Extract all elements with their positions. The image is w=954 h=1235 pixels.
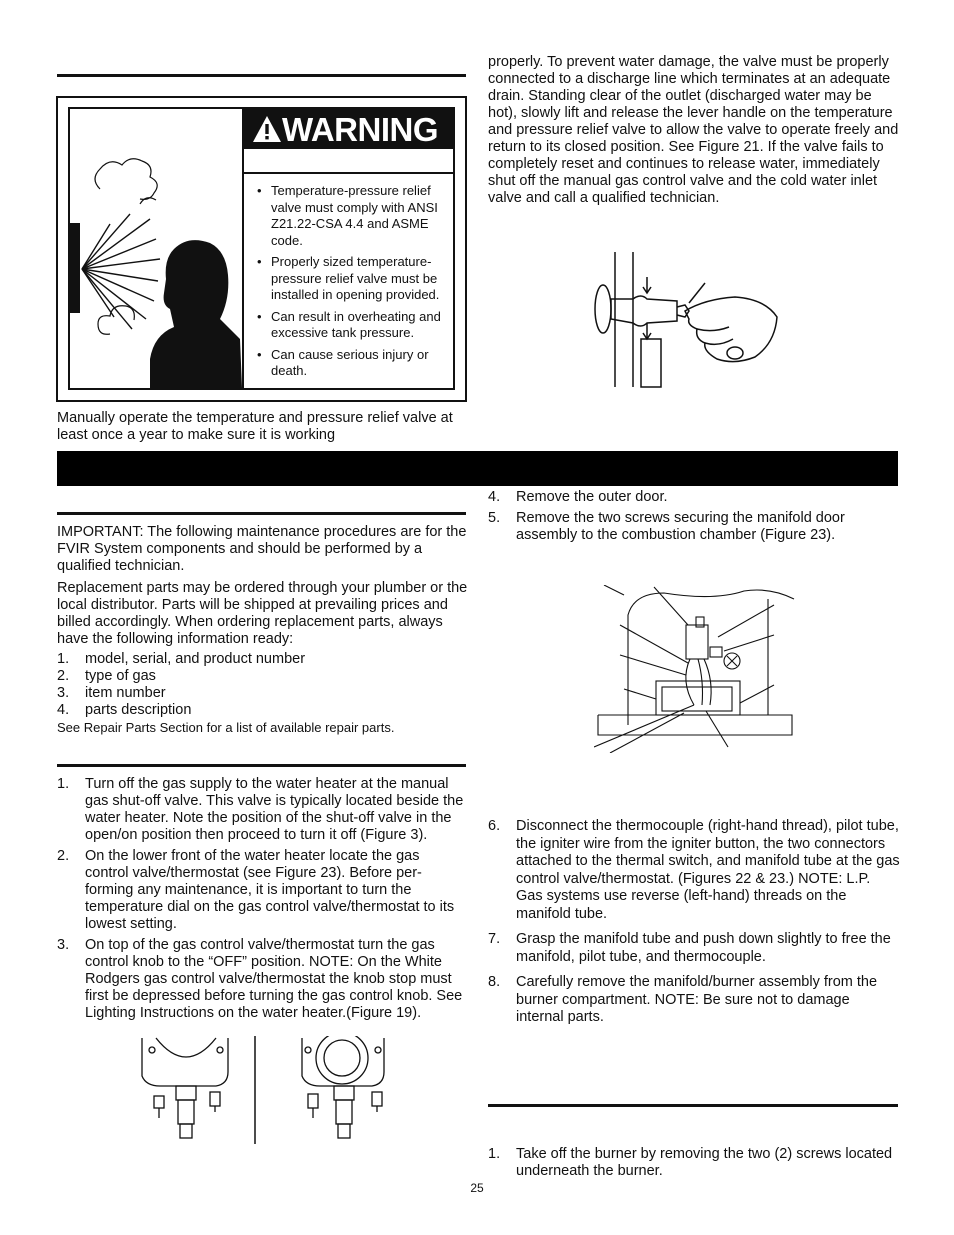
list-item: 1. model, serial, and product number xyxy=(57,651,306,667)
warning-bullet: • Temperature-pressure relief valve must comply with ANSI Z21.22-CSA 4.4 and ASME code. xyxy=(257,183,449,249)
step-item: 5. Remove the two screws securing the manifold door assembly to the combustion chamber (Figure 23). xyxy=(488,510,845,543)
warning-bullet: • Can cause serious injury or death. xyxy=(257,347,449,380)
right-steps-a xyxy=(488,489,900,548)
maintenance-section xyxy=(57,524,469,736)
page-number: 25 xyxy=(470,1181,484,1195)
list-item: 4. parts description xyxy=(57,702,192,718)
step-item: 3. On top of the gas control valve/thermostat turn the gas control knob to the “OFF” position. NOTE: On the White Rodgers gas control valve/thermostat the knob stop must first be depressed before turning the gas control knob. See Lighting Instructions on the water heater.(Figure 19). xyxy=(57,937,463,1021)
right-top-text: properly. To prevent water damage, the valve must be properly connected to a discharge line which terminates at an adequate drain. Standing clear of the outlet (discharged water may be hot), slowly lift and release the lever handle on the temperature and pressure relief valve to allow the valve to operate freely and return to its closed position. See Figure 21. If the valve fails to completely reset and continues to release water, immediately shut off the manual gas control valve and the cold water inlet valve and call a qualified technician. xyxy=(488,54,899,206)
warning-divider xyxy=(242,149,244,388)
warning-header xyxy=(242,109,453,149)
section-rule xyxy=(57,74,466,77)
warning-title: WARNING xyxy=(282,111,438,148)
warning-hline xyxy=(242,172,453,174)
step-item: 1. Turn off the gas supply to the water heater at the manual gas shut-off valve. This valve is typically located beside the water heater. Note the position of the shut-off valve in the open/on position then proceed to turn it off (Figure 3). xyxy=(57,776,464,843)
gas-control-valve-figure xyxy=(136,1036,386,1146)
section-rule xyxy=(488,1104,898,1107)
section-rule xyxy=(57,764,466,767)
burner-compartment-figure xyxy=(594,585,796,753)
see-repair-note: See Repair Parts Section for a list of available repair parts. xyxy=(57,720,395,735)
step-item: 6. Disconnect the thermocouple (right-hand thread), pilot tube, the igniter wire from the igniter button, the two connectors attached to the thermal switch, and manifold tube at the gas control valve/thermostat. (Figures 22 & 23.) NOTE: L.P. Gas systems use reverse (left-hand) threads on the manifold tube. xyxy=(488,818,900,922)
replacement-parts-text: Replacement parts may be ordered through your plumber or the local distributor. Parts will be shipped at prevailing prices and billed accordingly. When ordering replacement parts, always have the following information ready: xyxy=(57,580,468,647)
step-item: 2. On the lower front of the water heater locate the gas control valve/thermostat (see Figure 23). Before per-forming any maintenance, it is important to turn the temperature dial on the gas control valve/thermostat to its lowest setting. xyxy=(57,848,455,932)
alert-triangle-icon xyxy=(252,115,282,143)
warning-box xyxy=(68,107,455,390)
list-item: 2. type of gas xyxy=(57,668,156,684)
step-item: 4. Remove the outer door. xyxy=(488,489,668,505)
right-steps-c xyxy=(488,1146,900,1184)
step-item: 8. Carefully remove the manifold/burner assembly from the burner compartment. NOTE: Be sure not to damage internal parts. xyxy=(488,974,878,1025)
info-list xyxy=(57,651,469,719)
warning-bullet: • Properly sized temperature-pressure relief valve must be installed in opening provided. xyxy=(257,254,449,304)
warning-bullet: • Can result in overheating and excessive tank pressure. xyxy=(257,309,449,342)
right-steps-b xyxy=(488,818,900,1031)
step-item: 1. Take off the burner by removing the two (2) screws located underneath the burner. xyxy=(488,1146,893,1179)
important-note: IMPORTANT: The following maintenance procedures are for the FVIR System components and should be performed by a qualified technician. xyxy=(57,524,467,574)
warning-bullets xyxy=(257,183,449,385)
relief-valve-figure xyxy=(585,247,785,389)
left-top-text: Manually operate the temperature and pressure relief valve at least once a year to make sure it is working xyxy=(57,410,453,443)
section-banner xyxy=(57,451,898,486)
hazard-pictogram xyxy=(70,109,242,388)
left-steps xyxy=(57,776,467,1026)
section-rule xyxy=(57,512,466,515)
step-item: 7. Grasp the manifold tube and push down slightly to free the manifold, pilot tube, and thermocouple. xyxy=(488,931,891,965)
list-item: 3. item number xyxy=(57,685,166,701)
